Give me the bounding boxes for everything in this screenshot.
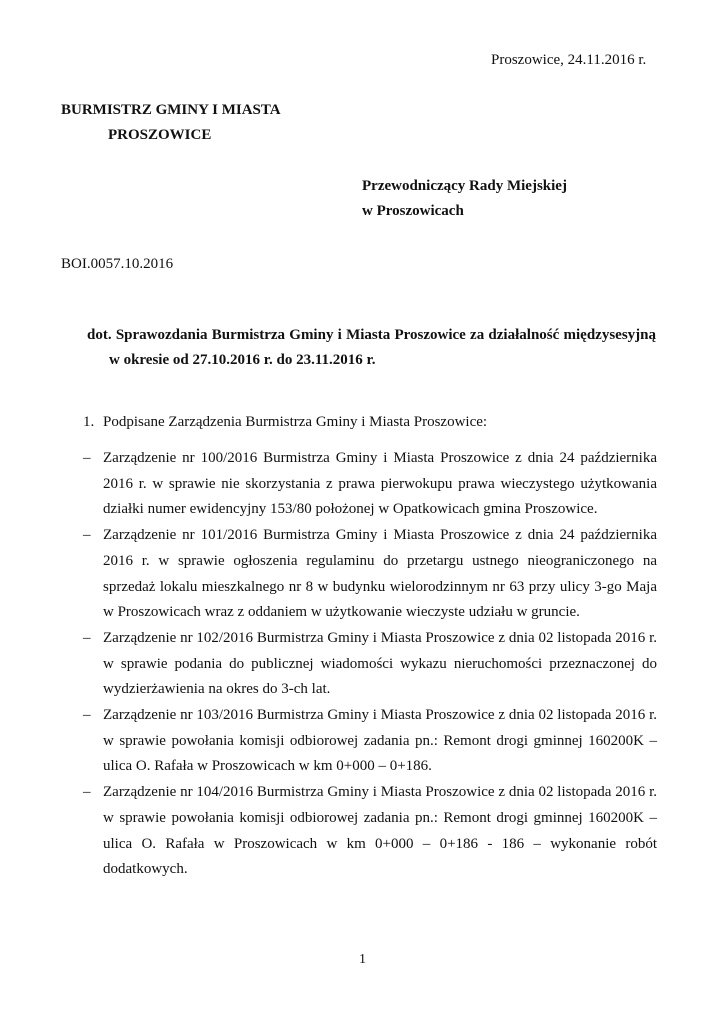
dash-bullet: – [83, 784, 91, 801]
list-item-text: Zarządzenie nr 100/2016 Burmistrza Gminy i Miasta Proszowice z dnia 24 października 2016 r. w sprawie nie skorzystania z prawa pierwokupu prawa wieczystego użytkowania działki numer ewidencyjny 153/80 położonej w Opatkowicach gmina Proszowice. [103, 450, 657, 518]
section-heading [83, 412, 487, 432]
list-item [83, 446, 657, 523]
ordinance-list [83, 446, 657, 883]
list-item-text: Zarządzenie nr 101/2016 Burmistrza Gminy i Miasta Proszowice z dnia 24 października 2016 r. w sprawie ogłoszenia regulaminu do przetargu ustnego nieograniczonego na sprzedaż lokalu mieszkalnego nr 8 w budynku wielorodzinnym nr 63 przy ulicy 3-go Maja w Proszowicach wraz z oddaniem w użytkowanie wieczyste udziału w gruncie. [103, 527, 657, 621]
list-item [83, 703, 657, 780]
list-item [83, 626, 657, 703]
section-number: 1. [83, 414, 95, 430]
subject-block [87, 323, 656, 373]
dash-bullet: – [83, 450, 91, 466]
issuer-title-line2: PROSZOWICE [108, 127, 212, 143]
recipient-line2: w Proszowicach [362, 203, 464, 219]
recipient-line1: Przewodniczący Rady Miejskiej [362, 178, 567, 194]
list-item [83, 780, 657, 883]
subject-line1: dot. Sprawozdania Burmistrza Gminy i Miasta Proszowice za działalność międzysesyjną [87, 327, 656, 343]
subject-line2: w okresie od 27.10.2016 r. do 23.11.2016 r. [109, 352, 376, 368]
section-title: Podpisane Zarządzenia Burmistrza Gminy i Miasta Proszowice: [103, 414, 488, 430]
list-item [83, 523, 657, 626]
dash-bullet: – [83, 629, 91, 646]
page-number: 1 [359, 952, 366, 967]
list-item-text: Zarządzenie nr 104/2016 Burmistrza Gminy i Miasta Proszowice z dnia 02 listopada 2016 r. w sprawie powołania komisji odbiorowej zadania pn.: Remont drogi gminnej 160200K – ulica O. Rafała w Proszowicach w km 0+000 – 0+186 - 186 – wykonanie robót dodatkowych. [103, 784, 657, 878]
dash-bullet: – [83, 527, 91, 544]
reference-number: BOI.0057.10.2016 [61, 256, 174, 272]
dash-bullet: – [83, 707, 91, 724]
issuer-title-line1: BURMISTRZ GMINY I MIASTA [61, 102, 281, 118]
place-date: Proszowice, 24.11.2016 r. [491, 52, 647, 68]
list-item-text: Zarządzenie nr 103/2016 Burmistrza Gminy i Miasta Proszowice z dnia 02 listopada 2016 r. w sprawie powołania komisji odbiorowej zadania pn.: Remont drogi gminnej 160200K – ulica O. Rafała w Proszowicach w km 0+000 – 0+186. [103, 707, 657, 775]
list-item-text: Zarządzenie nr 102/2016 Burmistrza Gminy i Miasta Proszowice z dnia 02 listopada 2016 r. w sprawie podania do publicznej wiadomości wykazu nieruchomości przeznaczonej do wydzierżawienia na okres do 3-ch lat. [103, 629, 657, 698]
